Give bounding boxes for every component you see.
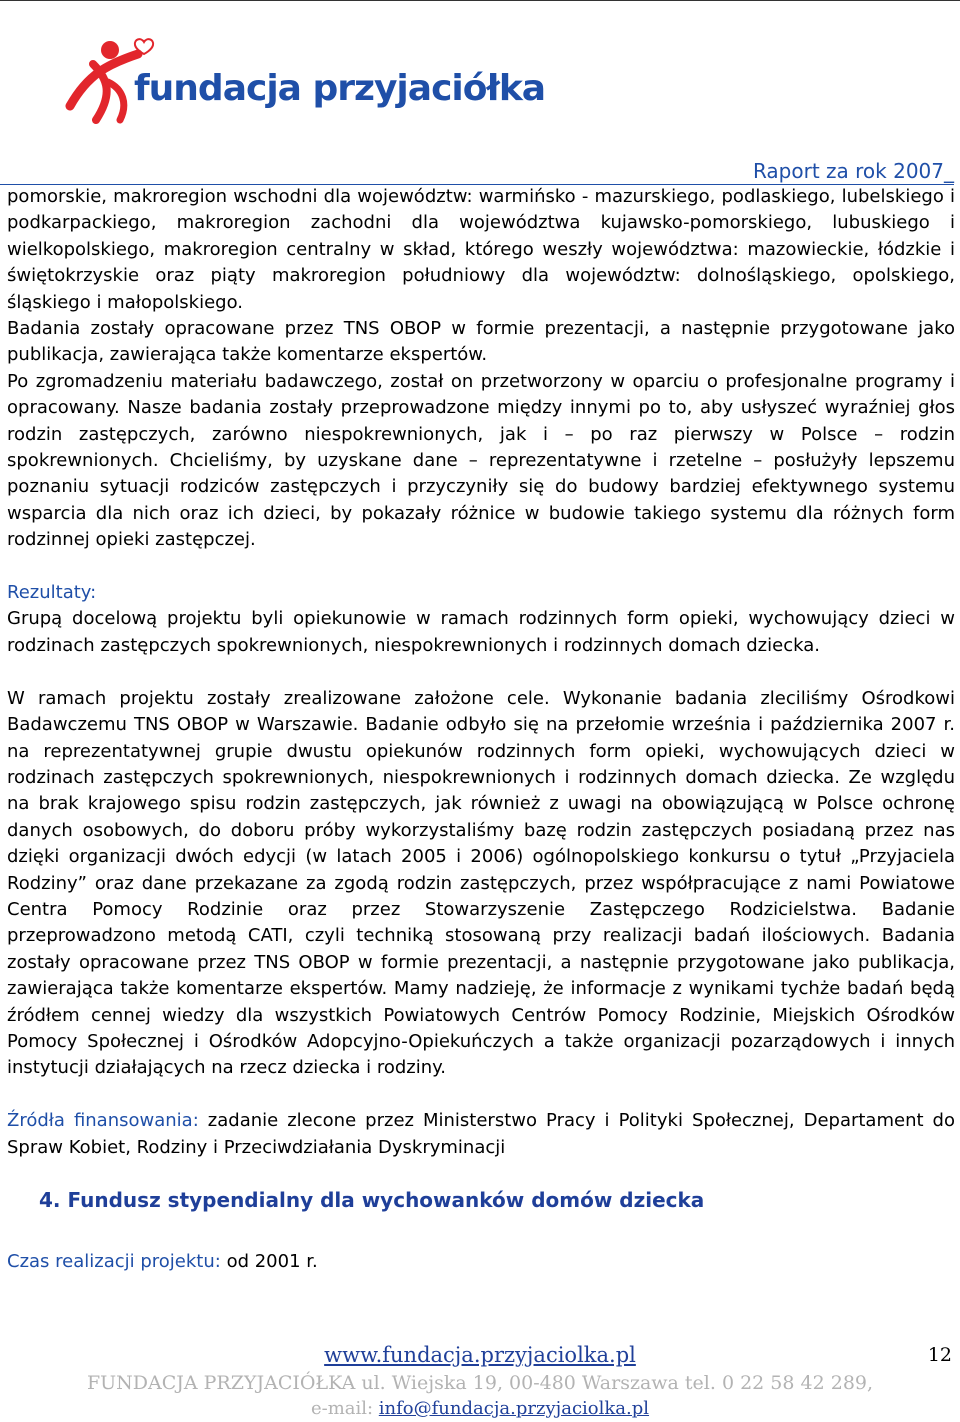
results-heading: Rezultaty: (7, 582, 97, 604)
page-number: 12 (927, 1344, 952, 1366)
paragraph-target-group: Grupą docelową projektu byli opiekunowie w ramach rodzinnych form opieki, wychowujący dzieci w rodzinach zastępczych spokrewnionych, niespokrewnionych i rodzinnych domach dziecka. (7, 608, 955, 656)
funding-label: Źródła finansowania: (7, 1110, 199, 1132)
section-title: 4. Fundusz stypendialny dla wychowanków domów dziecka (39, 1187, 705, 1212)
footer-url-line (0, 1343, 960, 1367)
footer-email-line (0, 1398, 960, 1419)
footer-email-label: e-mail: (310, 1398, 379, 1419)
funding-text: zadanie zlecone przez Ministerstwo Pracy i Polityki Społecznej, Departament do Spraw Kobiet, Rodziny i Przeciwdziałania Dyskryminacji (7, 1110, 955, 1158)
footer-url-link[interactable]: www.fundacja.przyjaciolka.pl (324, 1343, 636, 1367)
duration-text: od 2001 r. (220, 1251, 318, 1273)
paragraph-project-execution: W ramach projektu zostały zrealizowane założone cele. Wykonanie badania zleciliśmy Ośrodkowi Badawczemu TNS OBOP w Warszawie. Badanie odbyło się na przełomie września i października 2007 r. na reprezentatywnej grupie dwustu opiekunów rodzinnych form opieki, wychowujących dzieci w rodzinach zastępczych spokrewnionych, niespokrewnionych i rodzinnych domach dziecka. Ze względu na brak krajowego spisu rodzin zastępczych, jak również z uwagi na obowiązującą w Polsce ochronę danych osobowych, do doboru próby wykorzystaliśmy bazę rodzin zastępczych posiadaną przez nas dzięki organizacji dwóch edycji (w latach 2005 i 2006) ogólnopolskiego konkursu o tytuł „Przyjaciela Rodziny” oraz dane przekazane za zgodą rodzin zastępczych, przez współpracujące z nami Powiatowe Centra Pomocy Rodzinie oraz przez Stowarzyszenie Zastępczego Rodzicielstwa. Badanie przeprowadzono metodą CATI, czyli techniką stosowaną przy realizacji badań ilościowych. Badania zostały opracowane przez TNS OBOP w formie prezentacji, a następnie przygotowane jako publikacja, zawierająca także komentarze ekspertów. Mamy nadzieję, że informacje z wynikami tychże badań będą źródłem cennej wiedzy dla wszystkich Powiatowych Centrów Pomocy Rodzinie, Miejskich Ośrodków Pomocy Społecznej i Ośrodków Adopcyjno-Opiekuńczych a także organizacji pozarządowych i innych instytucji działających na rzecz dziecka i rodziny. (7, 687, 955, 1079)
footer-email-link[interactable]: info@fundacja.przyjaciolka.pl (378, 1398, 650, 1419)
paragraph-regions: pomorskie, makroregion wschodni dla województw: warmińsko - mazurskiego, podlaskiego, lubelskiego i podkarpackiego, makroregion zachodni dla województwa kujawsko-pomorskiego, lubuskiego i wielkopolskiego, makroregion centralny w skład, którego weszły województwa: mazowieckie, łódzkie i świętokrzyskie oraz piąty makroregion południowy dla województw: dolnośląskiego, opolskiego, śląskiego i małopolskiego. (7, 186, 955, 313)
funding-paragraph (7, 1108, 955, 1161)
report-header (0, 158, 954, 185)
footer-address: FUNDACJA PRZYJACIÓŁKA ul. Wiejska 19, 00-480 Warszawa tel. 0 22 58 42 289, (86, 1372, 874, 1394)
duration-paragraph (7, 1249, 955, 1275)
logo-text: fundacja przyjaciółka (134, 68, 546, 109)
top-rule (0, 0, 960, 3)
document-body (7, 184, 955, 1276)
duration-label: Czas realizacji projektu: (7, 1251, 221, 1273)
paragraph-research-goals: Po zgromadzeniu materiału badawczego, został on przetworzony w oparciu o profesjonalne programy i opracowany. Nasze badania zostały przeprowadzone między innymi po to, aby usłyszeć wyraźniej głos rodzin zastępczych, zarówno niespokrewnionych, jak i – po raz pierwszy w Polsce – rodzin spokrewnionych. Chcieliśmy, by uzyskane dane – reprezentatywne i rzetelne – posłużyły lepszemu poznaniu sytuacji rodziców zastępczych i przyczyniły się do budowy bardziej efektywnego systemu wsparcia dla nich oraz ich dzieci, by pokazały różnice w budowie takiego systemu dla różnych form rodzinnej opieki zastępczej. (7, 370, 955, 551)
report-label: Raport za rok 2007_ (752, 159, 954, 183)
paragraph-tns-obop: Badania zostały opracowane przez TNS OBOP w formie prezentacji, a następnie przygotowane jako publikacja, zawierająca także komentarze ekspertów. (7, 318, 955, 366)
